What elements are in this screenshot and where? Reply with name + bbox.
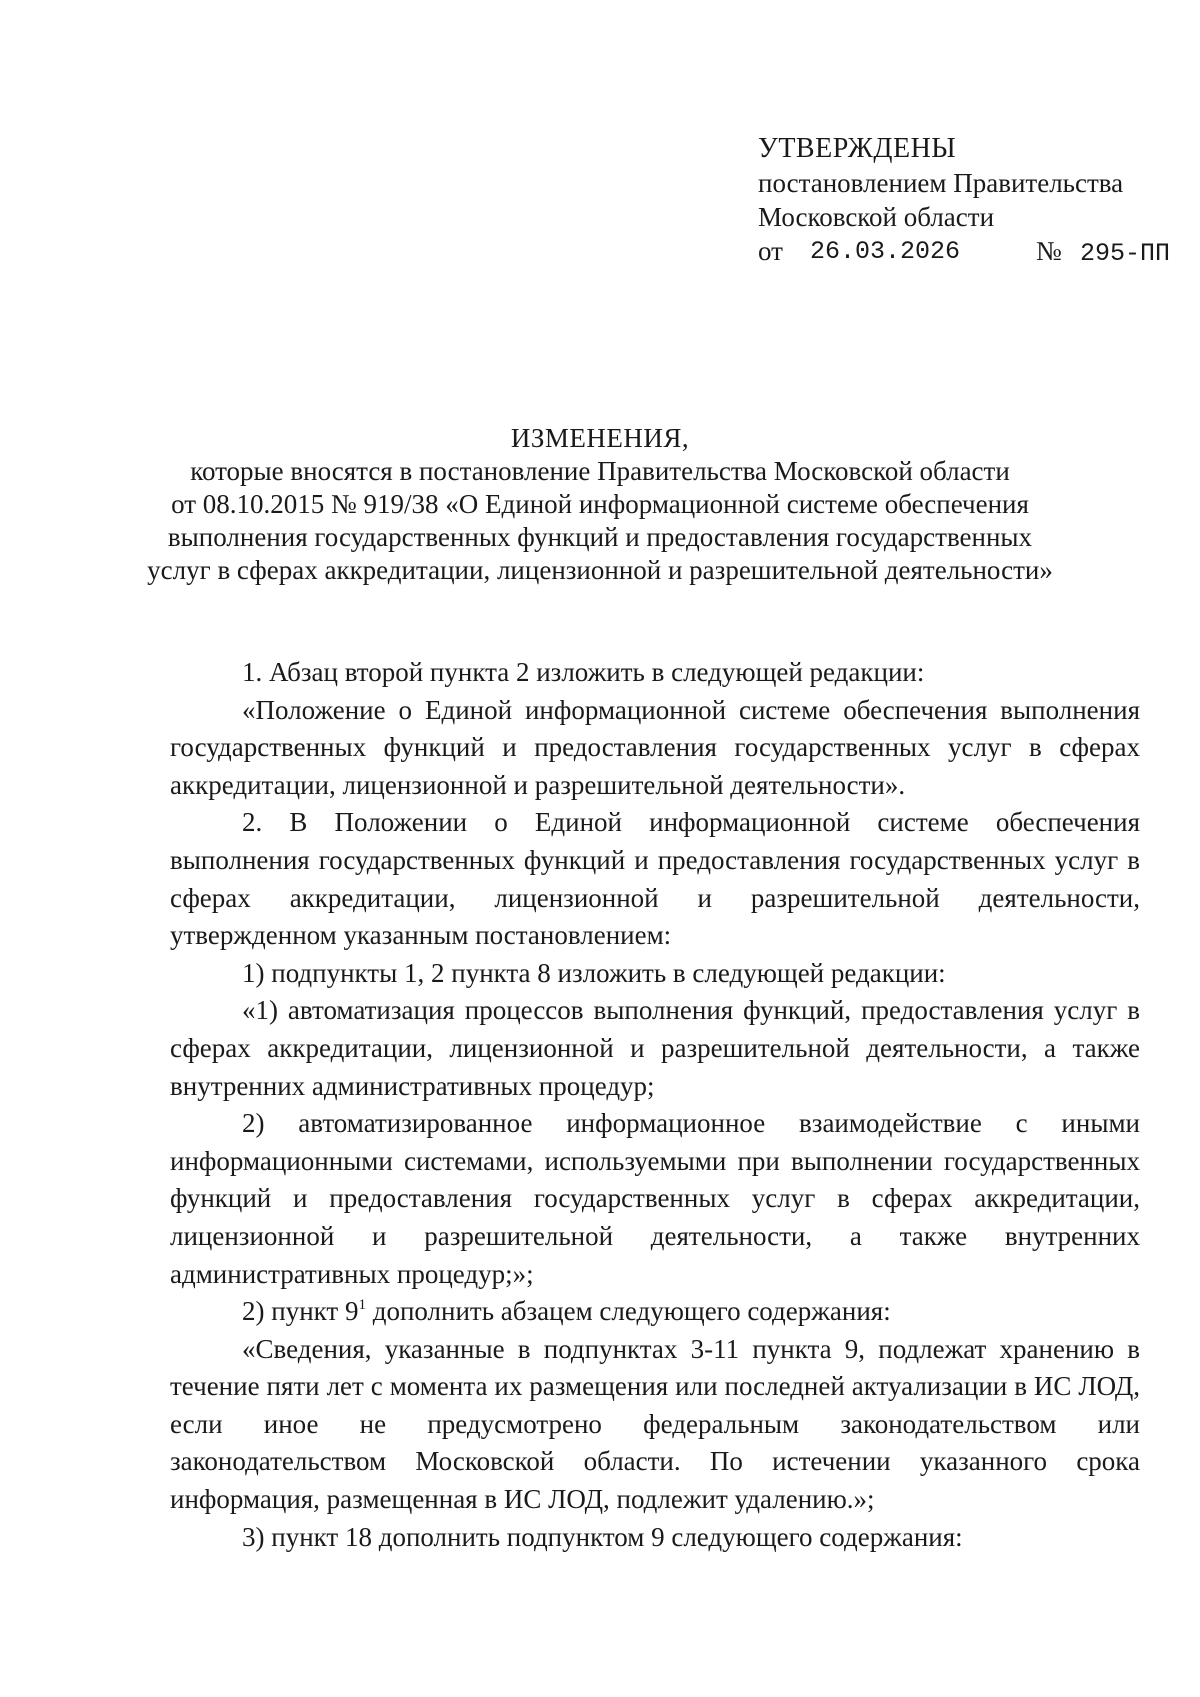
paragraph-subitem-2 bbox=[170, 1293, 1140, 1331]
approval-line-1: постановлением Правительства bbox=[758, 168, 1124, 198]
document-title: ИЗМЕНЕНИЯ, bbox=[510, 423, 690, 453]
paragraph-quote-3: 2) автоматизированное информационное взаимодействие с иными информационными системами, используемыми при выполнении государственных функций и предоставления государственных услуг в сферах аккредитации, лицензионной и разрешительной деятельности, а также внутренних административных процедур;»; bbox=[170, 1108, 1140, 1289]
title-subline-2: от 08.10.2015 № 919/38 «О Единой информационной системе обеспечения bbox=[171, 489, 1029, 519]
title-subline-3: выполнения государственных функций и предоставления государственных bbox=[167, 522, 1033, 552]
title-subline-1: которые вносятся в постановление Правительства Московской области bbox=[190, 456, 1010, 486]
date-prefix: от bbox=[758, 236, 783, 266]
approval-stamp bbox=[758, 132, 1178, 268]
document-title-block bbox=[140, 422, 1060, 587]
subitem-2-end: дополнить абзацем следующего содержания: bbox=[365, 1296, 891, 1327]
paragraph-quote-4: «Сведения, указанные в подпунктах 3-11 пункта 9, подлежат хранению в течение пяти лет с момента их размещения или последней актуализации в ИС ЛОД, если иное не предусмотрено федеральным законодательством или законодательством Московской области. По истечении указанного срока информация, размещенная в ИС ЛОД, подлежит удалению.»; bbox=[170, 1333, 1140, 1515]
superscript-1: 1 bbox=[358, 1297, 366, 1314]
approval-line-2: Московской области bbox=[758, 202, 995, 232]
approval-number: 295-ПП bbox=[1080, 239, 1171, 268]
approval-date: 26.03.2026 bbox=[810, 237, 961, 266]
subitem-2-start: 2) пункт 9 bbox=[242, 1296, 359, 1327]
paragraph-quote-2: «1) автоматизация процессов выполнения функций, предоставления услуг в сферах аккредитации, лицензионной и разрешительной деятельности, а также внутренних административных процедур; bbox=[170, 995, 1140, 1101]
paragraph-quote-1: «Положение о Единой информационной системе обеспечения выполнения государственных функций и предоставления государственных услуг в сферах аккредитации, лицензионной и разрешительной деятельности». bbox=[170, 694, 1140, 800]
paragraph-subitem-1: 1) подпункты 1, 2 пункта 8 изложить в следующей редакции: bbox=[242, 957, 946, 988]
number-sign: № bbox=[1036, 236, 1062, 266]
paragraph-subitem-3: 3) пункт 18 дополнить подпунктом 9 следующего содержания: bbox=[242, 1521, 963, 1552]
approval-date-row bbox=[758, 234, 1178, 268]
title-subline-4: услуг в сферах аккредитации, лицензионной и разрешительной деятельности» bbox=[147, 555, 1053, 585]
document-body bbox=[170, 654, 1140, 1556]
paragraph-item-1: 1. Абзац второй пункта 2 изложить в следующей редакции: bbox=[242, 657, 925, 687]
paragraph-item-2: 2. В Положении о Единой информационной системе обеспечения выполнения государственных функций и предоставления государственных услуг в сферах аккредитации, лицензионной и разрешительной деятельности, утвержденном указанным постановлением: bbox=[170, 807, 1140, 951]
approval-heading: УТВЕРЖДЕНЫ bbox=[758, 133, 957, 164]
